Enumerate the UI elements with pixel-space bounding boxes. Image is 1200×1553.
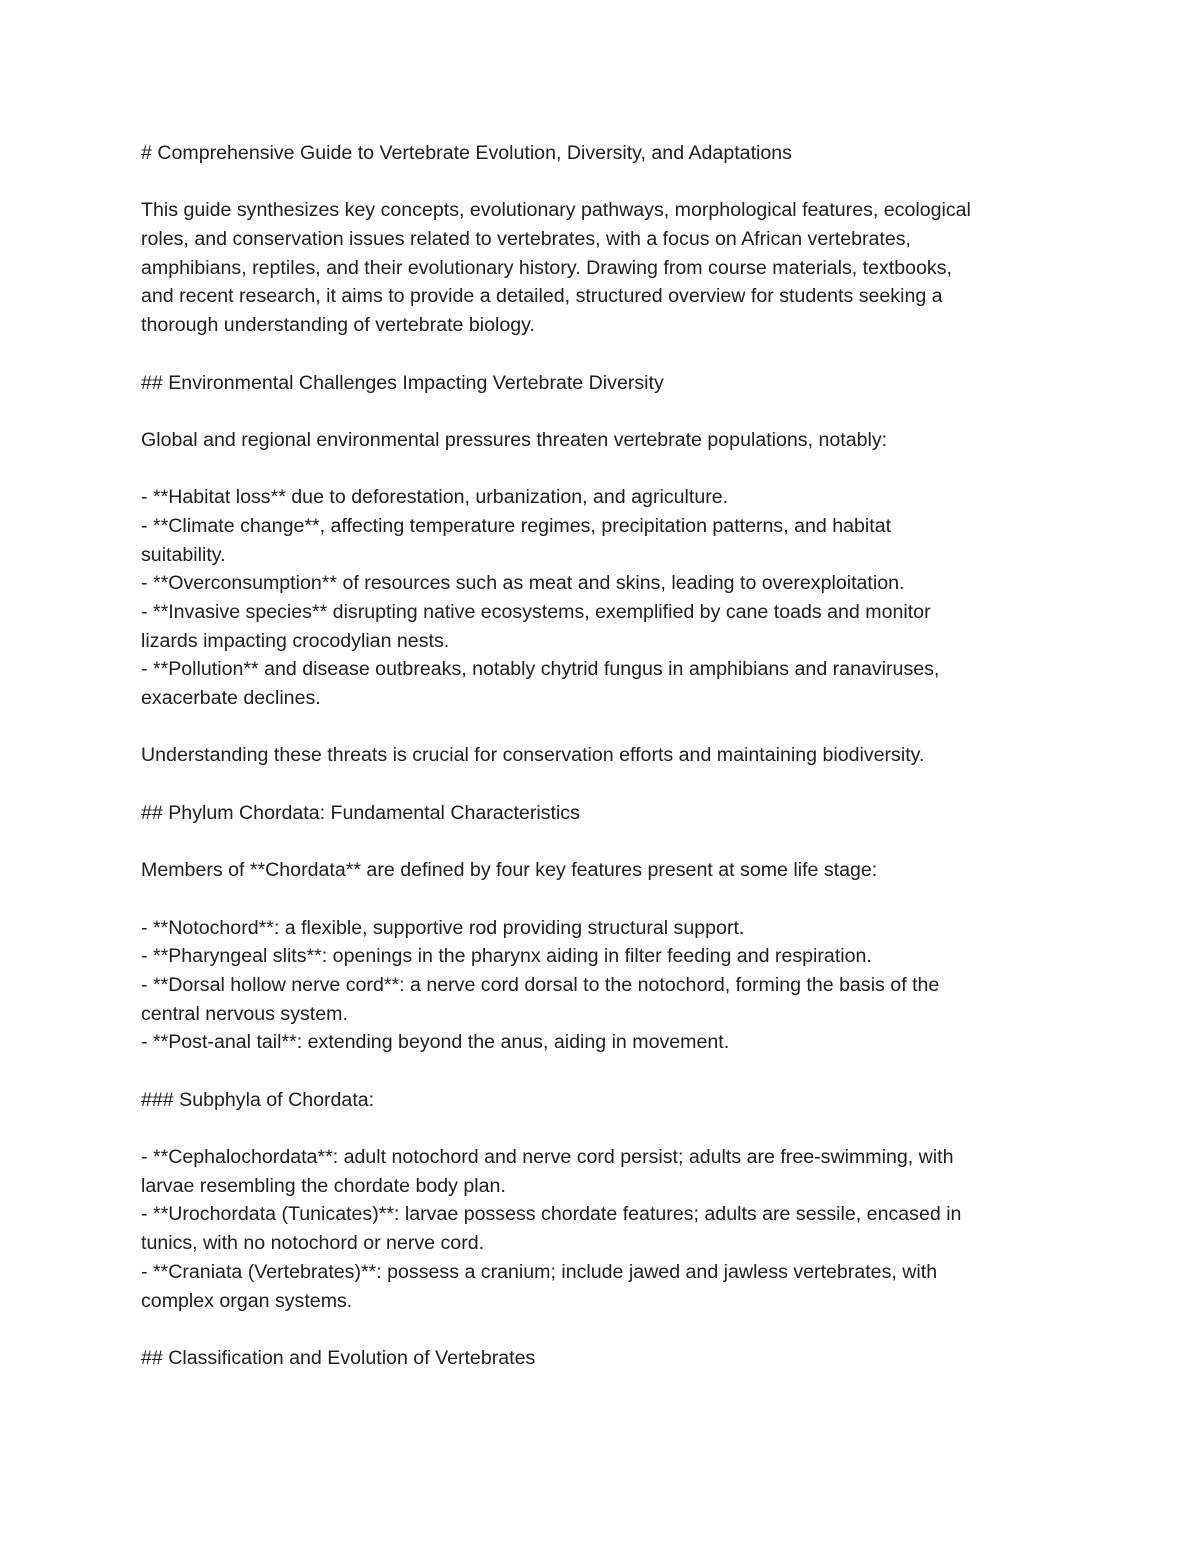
section-heading-environmental: ## Environmental Challenges Impacting Vertebrate Diversity xyxy=(141,371,664,394)
environmental-bullet: - **Pollution** and disease outbreaks, notably chytrid fungus in amphibians and ranaviruses, xyxy=(141,658,940,681)
environmental-bullet: - **Overconsumption** of resources such as meat and skins, leading to overexploitation. xyxy=(141,572,905,595)
section-heading-classification: ## Classification and Evolution of Vertebrates xyxy=(141,1346,536,1369)
document-page xyxy=(141,139,1061,1373)
chordata-bullet: central nervous system. xyxy=(141,1002,348,1025)
environmental-bullet: exacerbate declines. xyxy=(141,687,321,710)
intro-line: and recent research, it aims to provide a detailed, structured overview for students seeking a xyxy=(141,285,943,308)
spacer xyxy=(141,1057,1061,1086)
environmental-lead: Global and regional environmental pressures threaten vertebrate populations, notably: xyxy=(141,428,888,451)
spacer xyxy=(141,828,1061,857)
environmental-closing: Understanding these threats is crucial for conservation efforts and maintaining biodiversity. xyxy=(141,744,925,767)
intro-line: amphibians, reptiles, and their evolutionary history. Drawing from course materials, textbooks, xyxy=(141,256,952,279)
subphyla-bullet: - **Urochordata (Tunicates)**: larvae possess chordate features; adults are sessile, encased in xyxy=(141,1203,962,1226)
subphyla-bullet: - **Cephalochordata**: adult notochord and nerve cord persist; adults are free-swimming, with xyxy=(141,1146,954,1169)
environmental-bullet: - **Invasive species** disrupting native ecosystems, exemplified by cane toads and monitor xyxy=(141,601,931,623)
section-heading-subphyla: ### Subphyla of Chordata: xyxy=(141,1088,375,1111)
chordata-lead: Members of **Chordata** are defined by four key features present at some life stage: xyxy=(141,859,878,882)
environmental-bullet: suitability. xyxy=(141,543,226,566)
intro-line: roles, and conservation issues related to vertebrates, with a focus on African vertebrates, xyxy=(141,228,912,251)
environmental-bullet: - **Climate change**, affecting temperature regimes, precipitation patterns, and habitat xyxy=(141,514,892,537)
spacer xyxy=(141,455,1061,484)
chordata-bullet: - **Pharyngeal slits**: openings in the pharynx aiding in filter feeding and respiration. xyxy=(141,945,872,968)
subphyla-bullet: - **Craniata (Vertebrates)**: possess a cranium; include jawed and jawless vertebrates, with xyxy=(141,1260,938,1283)
spacer xyxy=(141,1114,1061,1143)
subphyla-bullet: complex organ systems. xyxy=(141,1289,353,1312)
spacer xyxy=(141,168,1061,197)
intro-line: This guide synthesizes key concepts, evolutionary pathways, morphological features, ecological xyxy=(141,199,971,222)
chordata-bullet: - **Dorsal hollow nerve cord**: a nerve cord dorsal to the notochord, forming the basis of the xyxy=(141,973,940,996)
environmental-bullet: lizards impacting crocodylian nests. xyxy=(141,629,450,652)
environmental-bullet: - **Habitat loss** due to deforestation, urbanization, and agriculture. xyxy=(141,486,729,509)
spacer xyxy=(141,885,1061,914)
document-title: # Comprehensive Guide to Vertebrate Evolution, Diversity, and Adaptations xyxy=(141,142,792,164)
chordata-bullet: - **Post-anal tail**: extending beyond the anus, aiding in movement. xyxy=(141,1031,730,1054)
subphyla-bullet: tunics, with no notochord or nerve cord. xyxy=(141,1232,485,1255)
chordata-bullet: - **Notochord**: a flexible, supportive rod providing structural support. xyxy=(141,916,745,939)
spacer xyxy=(141,340,1061,369)
spacer xyxy=(141,713,1061,742)
spacer xyxy=(141,1315,1061,1344)
spacer xyxy=(141,397,1061,426)
intro-line: thorough understanding of vertebrate biology. xyxy=(141,314,535,337)
spacer xyxy=(141,770,1061,799)
subphyla-bullet: larvae resembling the chordate body plan. xyxy=(141,1174,506,1197)
section-heading-chordata: ## Phylum Chordata: Fundamental Characteristics xyxy=(141,801,580,824)
